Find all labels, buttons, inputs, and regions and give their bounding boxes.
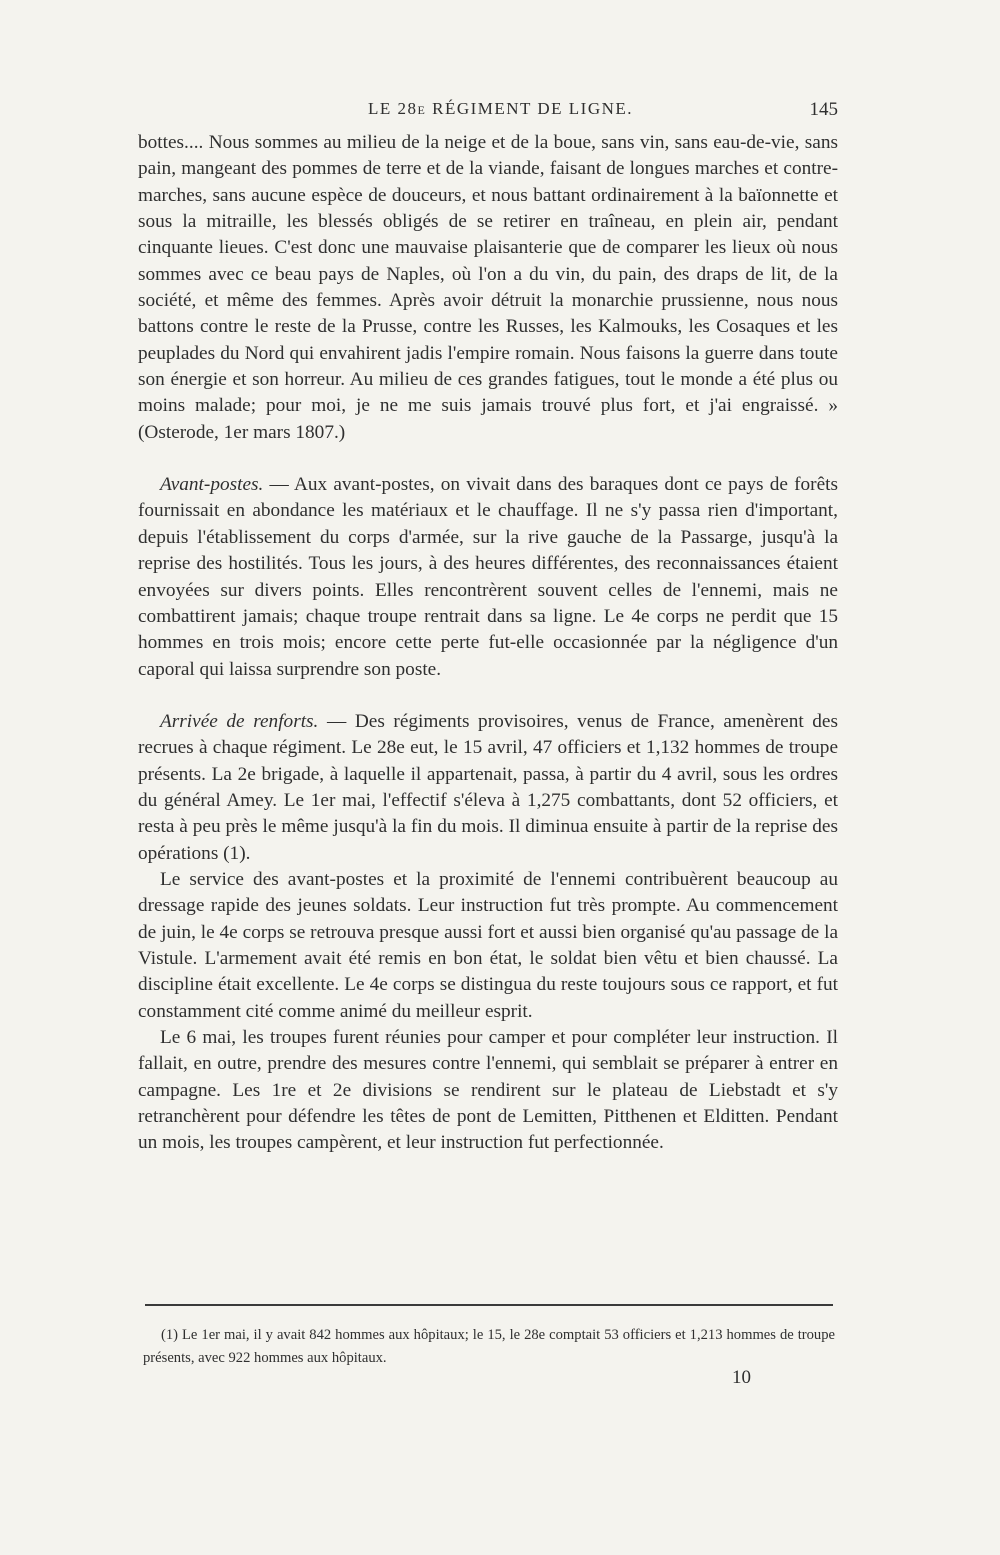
paragraph-letter-quote: bottes.... Nous sommes au milieu de la neige et de la boue, sans vin, sans eau-de-vie, sans pain, mangeant des pommes de terre et de la viande, faisant de longues marches et contre-marches, sans aucune espèce de douceurs, et nous battant ordinairement à la baïonnette et sous la mitraille, les blessés obligés de se retirer en traîneau, en plein air, pendant cinquante lieues. C'est donc une mauvaise plaisanterie que de comparer les lieux où nous sommes avec ce beau pays de Naples, où l'on a du vin, du pain, des draps de lit, de la société, et même des femmes. Après avoir détruit la monarchie prussienne, nous nous battons contre le reste de la Prusse, contre les Russes, les Kalmouks, les Cosaques et les peuplades du Nord qui envahirent jadis l'empire romain. Nous faisons la guerre dans toute son énergie et son horreur. Au milieu de ces grandes fatigues, tout le monde a été plus ou moins malade; pour moi, je ne me suis jamais trouvé plus fort, et j'ai engraissé. » (Osterode, 1er mars 1807.) (138, 132, 838, 443)
paragraph-service: Le service des avant-postes et la proximité de l'ennemi contribuèrent beaucoup au dressage rapide des jeunes soldats. Leur instruction fut très prompte. Au commencement de juin, le 4e corps se retrouva presque aussi fort et aussi bien organisé qu'au passage de la Vistule. L'armement avait été remis en bon état, le soldat bien vêtu et bien chaussé. La discipline était excellente. Le 4e corps se distingua du reste toujours sous ce rapport, et fut constamment cité comme animé du meilleur esprit. (138, 868, 838, 1022)
paragraph-camp: Le 6 mai, les troupes furent réunies pour camper et pour compléter leur instruction. Il fallait, en outre, prendre des mesures contre l'ennemi, qui semblait se préparer à entrer en campagne. Les 1re et 2e divisions se rendirent sur le plateau de Liebstadt et s'y retranchèrent pour défendre les têtes de pont de Lemitten, Pitthenen et Elditten. Pendant un mois, les troupes campèrent, et leur instruction fut perfectionnée. (138, 1027, 838, 1154)
running-head: LE 28e RÉGIMENT DE LIGNE. (368, 99, 634, 118)
section-title-renforts: Arrivée de renforts. (160, 710, 319, 732)
page-number: 145 (809, 99, 838, 120)
section-title-avant-postes: Avant-postes. (160, 474, 264, 496)
paragraph-avant-postes (138, 472, 838, 683)
page-header (140, 99, 838, 125)
paragraph-avant-postes-text: — Aux avant-postes, on vivait dans des baraques dont ce pays de forêts fournissait en abondance les matériaux et le chauffage. Il ne s'y passa rien d'important, depuis l'établissement du corps d'armée, sur la rive gauche de la Passarge, jusqu'à la reprise des hostilités. Tous les jours, à des heures différentes, des reconnaissances étaient envoyées sur divers points. Elles rencontrèrent souvent celles de l'ennemi, mais ne combattirent jamais; chaque troupe rentrait dans sa ligne. Le 4e corps ne perdit que 15 hommes en trois mois; encore cette perte fut-elle occasionnée par la négligence d'un caporal qui laissa surprendre son poste. (138, 474, 838, 680)
footnote (143, 1324, 835, 1370)
body-text (138, 130, 838, 1157)
paragraph-renforts-text: — Des régiments provisoires, venus de France, amenèrent des recrues à chaque régiment. Le 28e eut, le 15 avril, 47 officiers et 1,132 hommes de troupe présents. La 2e brigade, à laquelle il appartenait, passa, à partir du 4 avril, sous les ordres du général Amey. Le 1er mai, l'effectif s'éleva à 1,275 combattants, dont 52 officiers, et resta à peu près le même jusqu'à la fin du mois. Il diminua ensuite à partir de la reprise des opérations (1). (138, 710, 838, 864)
signature-mark: 10 (732, 1367, 751, 1388)
paragraph-renforts (138, 709, 838, 867)
footnote-divider (145, 1304, 833, 1306)
footnote-text: (1) Le 1er mai, il y avait 842 hommes aux hôpitaux; le 15, le 28e comptait 53 officiers et 1,213 hommes de troupe présents, avec 922 hommes aux hôpitaux. (143, 1327, 835, 1366)
